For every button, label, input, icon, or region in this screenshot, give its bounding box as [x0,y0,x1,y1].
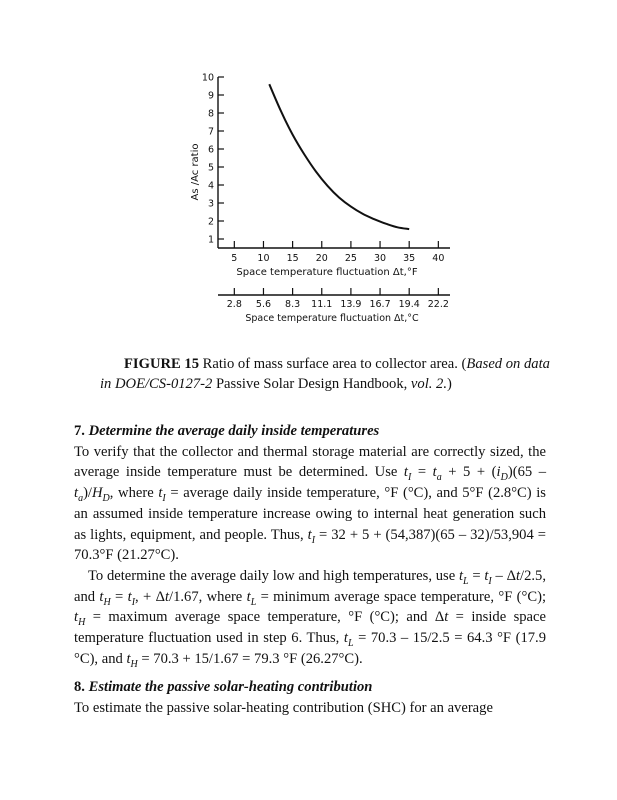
x-tick-label-celsius: 19.4 [398,299,420,310]
x-axis-celsius [218,288,450,310]
y-tick-label: 2 [207,216,214,228]
y-tick-label: 9 [207,90,214,102]
x-tick-label-celsius: 2.8 [226,299,242,310]
section-7-heading: 7. Determine the average daily inside temperatures [74,423,380,439]
section-8 [74,677,546,718]
y-tick-label: 10 [201,72,214,84]
y-tick-label: 5 [207,162,214,174]
x-tick-label-celsius: 16.7 [369,299,391,310]
y-tick-label: 4 [207,180,214,192]
x-tick-label-fahrenheit: 40 [432,253,445,264]
x-tick-label-fahrenheit: 10 [257,253,270,264]
x-tick-label-fahrenheit: 25 [344,253,357,264]
section-8-heading: 8. Estimate the passive solar-heating contribution [74,679,373,695]
y-tick-label: 1 [207,234,214,246]
x-axis-label-fahrenheit: Space temperature fluctuation Δt,°F [236,267,418,278]
x-tick-label-celsius: 11.1 [311,299,333,310]
x-tick-label-celsius: 5.6 [255,299,272,310]
x-tick-label-fahrenheit: 35 [403,253,416,264]
figure-15-chart [0,0,617,340]
x-tick-label-celsius: 13.9 [340,299,362,310]
section-8-paragraph-1: To estimate the passive solar-heating contribution (SHC) for an average [74,699,493,716]
x-axis-label-celsius: Space temperature fluctuation Δt,°C [245,313,419,324]
section-7-paragraph-2: To determine the average daily low and high temperatures, use $t_L = t_I - \Delta t/2.5$, and $t_H = t_I$, + Δt/1.67, where $t_L$ = minimum average space temperature, °F (°C); $t_H$ = maximum average space temperature, °F (°C); and Δt = inside space temperature fluctuation used in step 6. Thus, $t_L = 70.3 - 15/2.5 = 64.3$ °F (17.9 °C), and $t_H = 70.3 + 15/1.67 = 79.3$ °F (26.27°C). [74,567,546,670]
y-axis-label: As /Ac ratio [190,143,201,201]
y-tick-label: 7 [207,126,214,138]
x-tick-label-fahrenheit: 15 [286,253,299,264]
section-7 [74,421,546,669]
x-tick-label-fahrenheit: 20 [315,253,328,264]
figure-label: FIGURE 15 [124,356,199,372]
figure-caption: FIGURE 15 Ratio of mass surface area to collector area. (Based on data in DOE/CS-0127-2 Passive Solar Design Handbook, vol. 2.) [100,356,550,392]
y-axis [202,73,224,249]
x-tick-label-celsius: 8.3 [285,299,301,310]
x-axis-fahrenheit [218,241,450,264]
series-line-as-ac-ratio [269,84,409,229]
y-tick-label: 8 [207,108,214,120]
x-tick-label-fahrenheit: 5 [231,253,238,264]
x-tick-label-fahrenheit: 30 [374,253,387,264]
section-7-paragraph-1: To verify that the collector and thermal storage material are correctly sized, the average inside temperature must be determined. Use $t_I = t_a + 5 + (i_D)(65 - t_a)/H_D$, where $t_I$ = average daily inside temperature, °F (°C), and 5°F (2.8°C) is an assumed inside temperature increase owing to internal heat generation such as lights, equipment, and people. Thus, $t_I = 32 + 5 + (54,387)(65 - 32)/53,904 = 70.3^\circ F$ (21.27°C). [74,443,547,564]
x-tick-label-celsius: 22.2 [427,299,449,310]
y-tick-label: 3 [207,198,214,210]
y-tick-label: 6 [207,144,214,156]
